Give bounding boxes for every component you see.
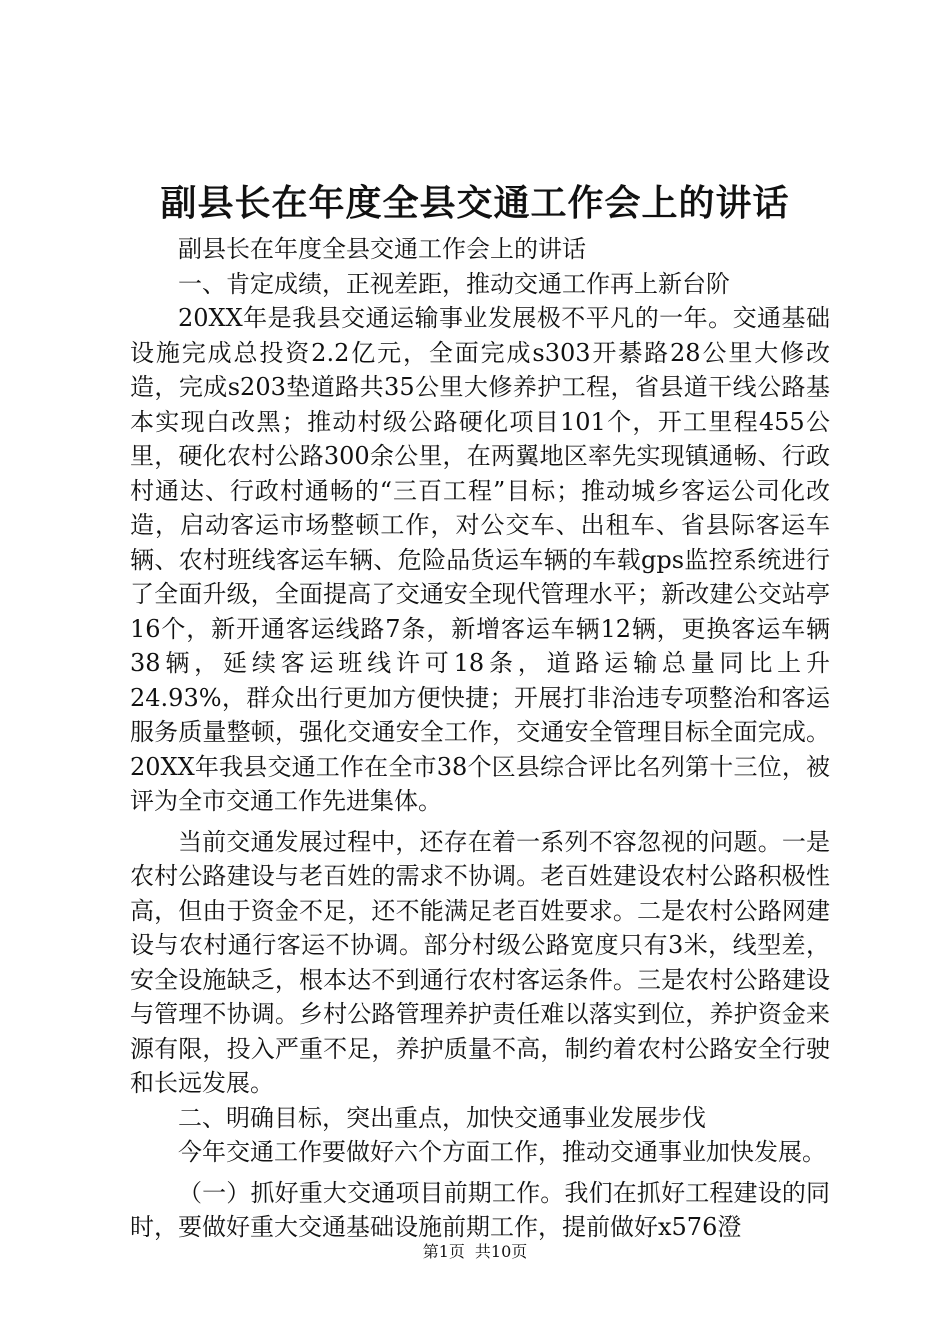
section-heading: 二、明确目标，突出重点，加快交通事业发展步伐 (178, 1103, 706, 1132)
body-paragraph: 20XX年是我县交通运输事业发展极不平凡的一年。交通基础设施完成总投资2.2亿元，全面完成s303开綦路28公里大修改造，完成s203垫道路共35公里大修养护工程，省县道干线公路基本实现白改黑；推动村级公路硬化项目101个，开工里程455公里，硬化农村公路300余公里，在两翼地区率先实现镇通畅、行政村通达、行政村通畅的“三百工程”目标；推动城乡客运公司化改造，启动客运市场整顿工作，对公交车、出租车、省县际客运车辆、农村班线客运车辆、危险品货运车辆的车载gps监控系统进行了全面升级，全面提高了交通安全现代管理水平；新改建公交站亭16个，新开通客运线路7条，新增客运车辆12辆，更换客运车辆38辆，延续客运班线许可18条，道路运输总量同比上升24.93%，群众出行更加方便快捷；开展打非治违专项整治和客运服务质量整顿，强化交通安全工作，交通安全管理目标全面完成。20XX年我县交通工作在全市38个区县综合评比名列第十三位，被评为全市交通工作先进集体。 (130, 304, 830, 815)
body-paragraph: 当前交通发展过程中，还存在着一系列不容忽视的问题。一是农村公路建设与老百姓的需求不协调。老百姓建设农村公路积极性高，但由于资金不足，还不能满足老百姓要求。二是农村公路网建设与农村通行客运不协调。部分村级公路宽度只有3米，线型差，安全设施缺乏，根本达不到通行农村客运条件。三是农村公路建设与管理不协调。乡村公路管理养护责任难以落实到位，养护资金来源有限，投入严重不足，养护质量不高，制约着农村公路安全行驶和长远发展。 (130, 827, 830, 1097)
page-number: 第1页 (422, 1242, 465, 1261)
body-paragraph: 今年交通工作要做好六个方面工作，推动交通事业加快发展。 (178, 1138, 826, 1166)
page-footer (0, 1242, 950, 1261)
document-title: 副县长在年度全县交通工作会上的讲话 (160, 182, 790, 224)
page-total: 共10页 (474, 1242, 528, 1261)
section-heading: 一、肯定成绩，正视差距，推动交通工作再上新台阶 (178, 269, 730, 298)
document-body (130, 232, 830, 1245)
body-paragraph: （一）抓好重大交通项目前期工作。我们在抓好工程建设的同时，要做好重大交通基础设施前期工作，提前做好x576澄 (130, 1178, 830, 1241)
body-paragraph: 副县长在年度全县交通工作会上的讲话 (178, 235, 586, 263)
